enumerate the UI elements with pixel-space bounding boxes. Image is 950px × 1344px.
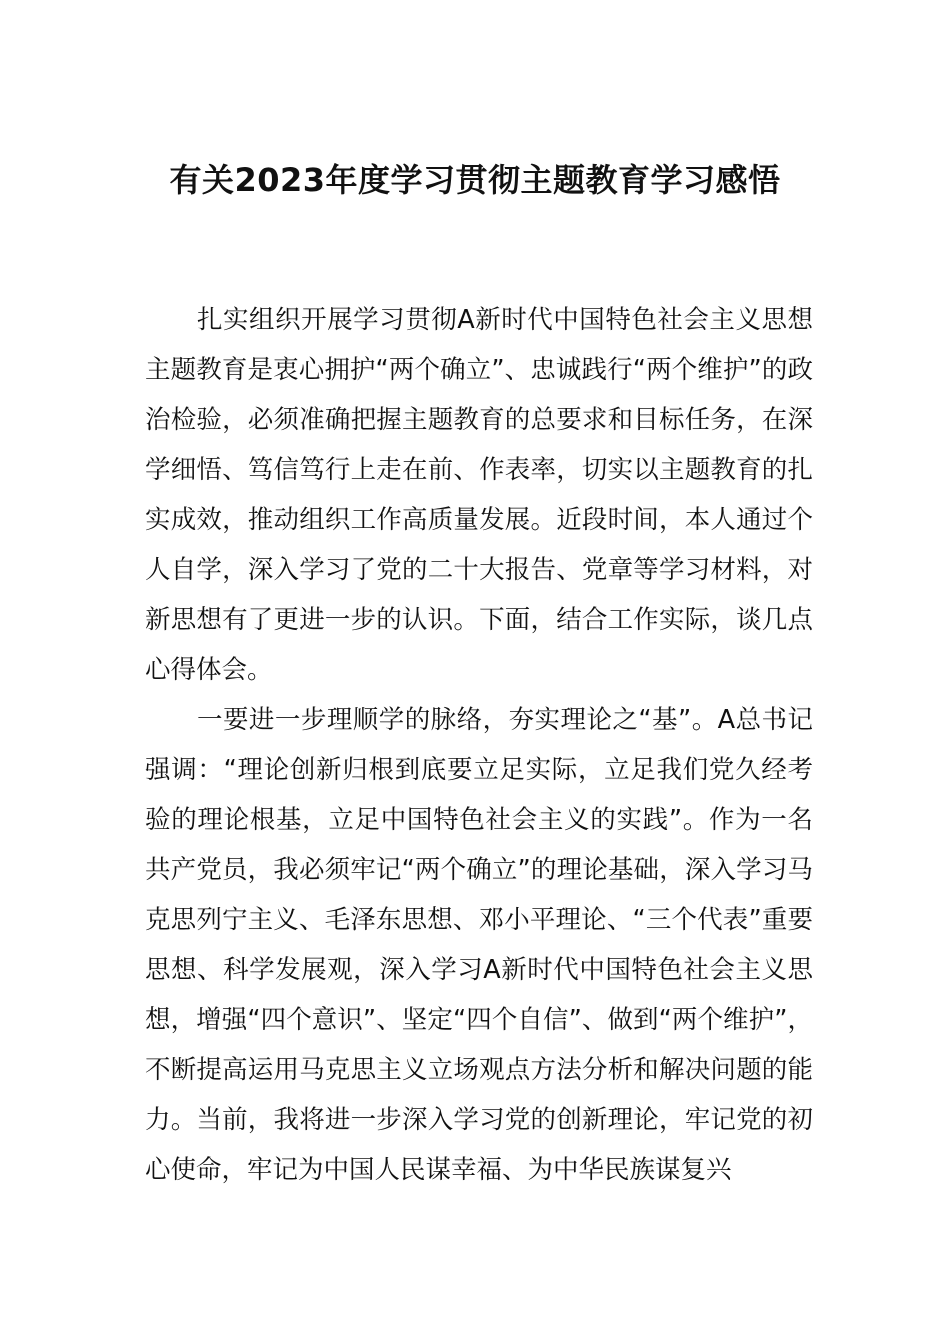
document-body — [145, 295, 813, 1195]
paragraph-point-one: 一要进一步理顺学的脉络，夯实理论之“基”。A总书记强调：“理论创新归根到底要立足实际，立足我们党久经考验的理论根基，立足中国特色社会主义的实践”。作为一名共产党员，我必须牢记“两个确立”的理论基础，深入学习马克思列宁主义、毛泽东思想、邓小平理论、“三个代表”重要思想、科学发展观，深入学习A新时代中国特色社会主义思想，增强“四个意识”、坚定“四个自信”、做到“两个维护”，不断提高运用马克思主义立场观点方法分析和解决问题的能力。当前，我将进一步深入学习党的创新理论，牢记党的初心使命，牢记为中国人民谋幸福、为中华民族谋复兴 — [145, 705, 813, 1185]
document-title: 有关2023年度学习贯彻主题教育学习感悟 — [169, 161, 781, 199]
paragraph-intro: 扎实组织开展学习贯彻A新时代中国特色社会主义思想主题教育是衷心拥护“两个确立”、忠诚践行“两个维护”的政治检验，必须准确把握主题教育的总要求和目标任务，在深学细悟、笃信笃行上走在前、作表率，切实以主题教育的扎实成效，推动组织工作高质量发展。近段时间，本人通过个人自学，深入学习了党的二十大报告、党章等学习材料，对新思想有了更进一步的认识。下面，结合工作实际，谈几点心得体会。 — [145, 305, 813, 685]
